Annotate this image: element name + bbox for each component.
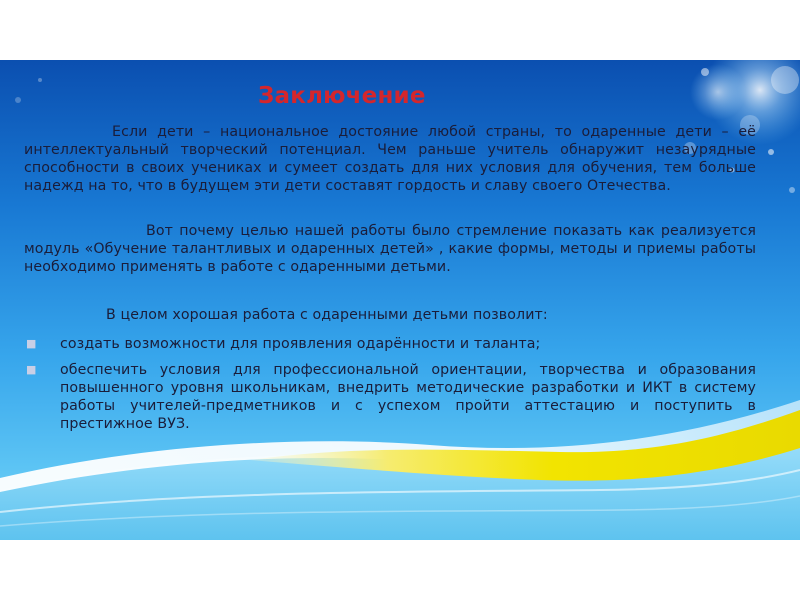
slide-content (0, 60, 800, 540)
paragraph-goal: Вот почему целью нашей работы было стремление показать как реализуется модуль «Обучение талантливых и одаренных детей» , какие формы, методы и приемы работы необходимо применять в работе с одаренными детьми. (24, 223, 756, 275)
paragraph-lead-in: В целом хорошая работа с одаренными детьми позволит: (106, 307, 548, 323)
bullet-text: обеспечить условия для профессиональной ориентации, творчества и образования повышенного уровня школьникам, внедрить методические разработки и ИКТ в систему работы учителей-предметников и с успехом пройти аттестацию и поступить в престижное ВУЗ. (60, 362, 756, 432)
square-bullet-icon: ■ (26, 337, 37, 350)
bullet-list (24, 335, 756, 441)
bullet-item (24, 335, 756, 353)
presentation-slide (0, 60, 800, 540)
square-bullet-icon: ■ (26, 363, 37, 376)
slide-title: Заключение (258, 83, 426, 109)
paragraph-intro: Если дети – национальное достояние любой страны, то одаренные дети – её интеллектуальный творческий потенциал. Чем раньше учитель обнаружит незаурядные способности в своих учениках и сумеет создать для них условия для обучения, тем больше надежд на то, что в будущем эти дети составят гордость и славу своего Отечества. (24, 124, 756, 194)
bullet-item (24, 361, 756, 433)
bullet-text: создать возможности для проявления одарённости и таланта; (60, 336, 541, 352)
